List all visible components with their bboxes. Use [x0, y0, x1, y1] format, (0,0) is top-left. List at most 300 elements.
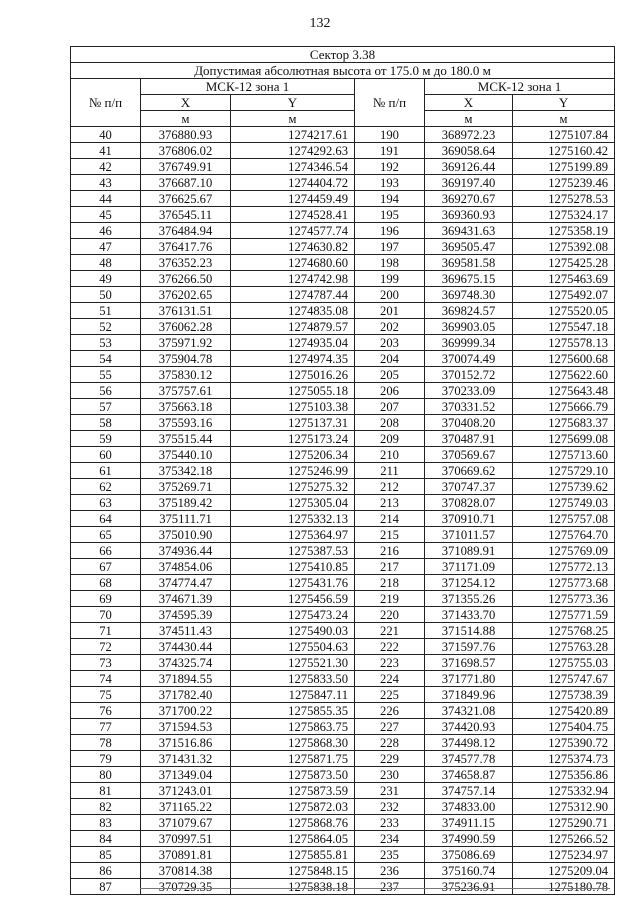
left-y-cell: 1274292.63 — [231, 143, 355, 159]
left-y-cell: 1275431.76 — [231, 575, 355, 591]
left-x-cell: 371782.40 — [141, 687, 231, 703]
right-x-cell: 371011.57 — [425, 527, 513, 543]
right-y-cell: 1275578.13 — [513, 335, 615, 351]
table-row — [71, 815, 615, 831]
right-y-cell: 1275180.78 — [513, 879, 615, 895]
right-x-cell: 375160.74 — [425, 863, 513, 879]
left-x-cell: 375757.61 — [141, 383, 231, 399]
right-num-cell: 223 — [355, 655, 425, 671]
right-y-cell: 1275324.17 — [513, 207, 615, 223]
right-num-cell: 211 — [355, 463, 425, 479]
left-x-cell: 371894.55 — [141, 671, 231, 687]
left-x-cell: 370997.51 — [141, 831, 231, 847]
right-y-cell: 1275160.42 — [513, 143, 615, 159]
left-num-cell: 69 — [71, 591, 141, 607]
left-num-cell: 79 — [71, 751, 141, 767]
left-y-cell: 1275873.59 — [231, 783, 355, 799]
left-x-cell: 376806.02 — [141, 143, 231, 159]
right-num-cell: 207 — [355, 399, 425, 415]
left-y-cell: 1274935.04 — [231, 335, 355, 351]
unit-y-left: м — [231, 111, 355, 127]
right-num-cell: 234 — [355, 831, 425, 847]
right-num-cell: 194 — [355, 191, 425, 207]
right-y-cell: 1275738.39 — [513, 687, 615, 703]
right-num-cell: 204 — [355, 351, 425, 367]
left-num-cell: 72 — [71, 639, 141, 655]
left-x-cell: 374854.06 — [141, 559, 231, 575]
right-num-cell: 197 — [355, 239, 425, 255]
right-x-cell: 369197.40 — [425, 175, 513, 191]
left-y-cell: 1274577.74 — [231, 223, 355, 239]
left-num-cell: 82 — [71, 799, 141, 815]
right-y-cell: 1275290.71 — [513, 815, 615, 831]
left-num-cell: 51 — [71, 303, 141, 319]
left-num-cell: 75 — [71, 687, 141, 703]
right-y-cell: 1275772.13 — [513, 559, 615, 575]
right-num-cell: 232 — [355, 799, 425, 815]
right-y-cell: 1275768.25 — [513, 623, 615, 639]
unit-x-left: м — [141, 111, 231, 127]
left-x-cell: 375269.71 — [141, 479, 231, 495]
table-row — [71, 671, 615, 687]
left-num-cell: 85 — [71, 847, 141, 863]
left-num-cell: 41 — [71, 143, 141, 159]
table-row — [71, 799, 615, 815]
right-y-cell: 1275492.07 — [513, 287, 615, 303]
table-row — [71, 319, 615, 335]
right-num-cell: 191 — [355, 143, 425, 159]
left-x-cell: 376417.76 — [141, 239, 231, 255]
table-row — [71, 831, 615, 847]
right-num-cell: 215 — [355, 527, 425, 543]
left-x-cell: 375342.18 — [141, 463, 231, 479]
right-x-cell: 369675.15 — [425, 271, 513, 287]
left-y-cell: 1275855.35 — [231, 703, 355, 719]
table-row — [71, 623, 615, 639]
left-num-cell: 47 — [71, 239, 141, 255]
left-num-cell: 73 — [71, 655, 141, 671]
left-x-cell: 376625.67 — [141, 191, 231, 207]
right-y-cell: 1275683.37 — [513, 415, 615, 431]
right-y-cell: 1275358.19 — [513, 223, 615, 239]
left-num-cell: 83 — [71, 815, 141, 831]
table-row — [71, 191, 615, 207]
left-y-cell: 1275848.15 — [231, 863, 355, 879]
left-y-cell: 1275873.50 — [231, 767, 355, 783]
right-y-cell: 1275749.03 — [513, 495, 615, 511]
right-y-cell: 1275769.09 — [513, 543, 615, 559]
right-num-cell: 196 — [355, 223, 425, 239]
left-x-cell: 375189.42 — [141, 495, 231, 511]
left-y-cell: 1274528.41 — [231, 207, 355, 223]
header-system-right: МСК-12 зона 1 — [425, 79, 615, 95]
left-x-cell: 371700.22 — [141, 703, 231, 719]
left-num-cell: 63 — [71, 495, 141, 511]
left-x-cell: 376202.65 — [141, 287, 231, 303]
table-row — [71, 543, 615, 559]
right-num-cell: 220 — [355, 607, 425, 623]
right-y-cell: 1275266.52 — [513, 831, 615, 847]
right-x-cell: 371089.91 — [425, 543, 513, 559]
right-x-cell: 375236.91 — [425, 879, 513, 895]
right-x-cell: 370828.07 — [425, 495, 513, 511]
right-y-cell: 1275666.79 — [513, 399, 615, 415]
left-num-cell: 52 — [71, 319, 141, 335]
table-row — [71, 879, 615, 895]
right-x-cell: 370408.20 — [425, 415, 513, 431]
left-y-cell: 1275173.24 — [231, 431, 355, 447]
left-x-cell: 374595.39 — [141, 607, 231, 623]
right-x-cell: 370152.72 — [425, 367, 513, 383]
header-x-left: X — [141, 95, 231, 111]
left-y-cell: 1275868.30 — [231, 735, 355, 751]
left-y-cell: 1274742.98 — [231, 271, 355, 287]
left-x-cell: 375663.18 — [141, 399, 231, 415]
right-y-cell: 1275547.18 — [513, 319, 615, 335]
right-x-cell: 374498.12 — [425, 735, 513, 751]
right-y-cell: 1275757.08 — [513, 511, 615, 527]
table-row — [71, 527, 615, 543]
left-y-cell: 1275364.97 — [231, 527, 355, 543]
left-num-cell: 62 — [71, 479, 141, 495]
unit-x-right: м — [425, 111, 513, 127]
left-y-cell: 1274459.49 — [231, 191, 355, 207]
left-y-cell: 1275103.38 — [231, 399, 355, 415]
right-y-cell: 1275622.60 — [513, 367, 615, 383]
left-num-cell: 42 — [71, 159, 141, 175]
header-num-left: № п/п — [71, 79, 141, 127]
left-x-cell: 374671.39 — [141, 591, 231, 607]
left-y-cell: 1275847.11 — [231, 687, 355, 703]
left-num-cell: 64 — [71, 511, 141, 527]
right-y-cell: 1275699.08 — [513, 431, 615, 447]
table-row — [71, 239, 615, 255]
left-num-cell: 46 — [71, 223, 141, 239]
left-x-cell: 371243.01 — [141, 783, 231, 799]
right-num-cell: 230 — [355, 767, 425, 783]
right-num-cell: 198 — [355, 255, 425, 271]
right-num-cell: 233 — [355, 815, 425, 831]
right-y-cell: 1275392.08 — [513, 239, 615, 255]
right-num-cell: 236 — [355, 863, 425, 879]
left-y-cell: 1275864.05 — [231, 831, 355, 847]
right-y-cell: 1275713.60 — [513, 447, 615, 463]
left-num-cell: 87 — [71, 879, 141, 895]
left-y-cell: 1274835.08 — [231, 303, 355, 319]
table-row — [71, 175, 615, 191]
left-x-cell: 376545.11 — [141, 207, 231, 223]
table-row — [71, 655, 615, 671]
right-num-cell: 193 — [355, 175, 425, 191]
left-num-cell: 44 — [71, 191, 141, 207]
right-y-cell: 1275739.62 — [513, 479, 615, 495]
header-y-left: Y — [231, 95, 355, 111]
right-num-cell: 209 — [355, 431, 425, 447]
left-num-cell: 60 — [71, 447, 141, 463]
left-num-cell: 81 — [71, 783, 141, 799]
right-y-cell: 1275199.89 — [513, 159, 615, 175]
right-x-cell: 370569.67 — [425, 447, 513, 463]
sector-title: Сектор 3.38 — [71, 47, 615, 63]
right-num-cell: 221 — [355, 623, 425, 639]
left-x-cell: 371349.04 — [141, 767, 231, 783]
table-row — [71, 847, 615, 863]
table-row — [71, 559, 615, 575]
left-y-cell: 1275016.26 — [231, 367, 355, 383]
right-num-cell: 216 — [355, 543, 425, 559]
right-x-cell: 370669.62 — [425, 463, 513, 479]
right-y-cell: 1275520.05 — [513, 303, 615, 319]
right-num-cell: 201 — [355, 303, 425, 319]
left-y-cell: 1274346.54 — [231, 159, 355, 175]
header-x-right: X — [425, 95, 513, 111]
right-y-cell: 1275755.03 — [513, 655, 615, 671]
left-num-cell: 84 — [71, 831, 141, 847]
page-number: 132 — [309, 16, 331, 31]
left-num-cell: 61 — [71, 463, 141, 479]
right-x-cell: 369431.63 — [425, 223, 513, 239]
left-x-cell: 375010.90 — [141, 527, 231, 543]
right-x-cell: 374833.00 — [425, 799, 513, 815]
right-x-cell: 370233.09 — [425, 383, 513, 399]
right-num-cell: 237 — [355, 879, 425, 895]
right-num-cell: 212 — [355, 479, 425, 495]
right-y-cell: 1275107.84 — [513, 127, 615, 143]
right-num-cell: 235 — [355, 847, 425, 863]
left-num-cell: 57 — [71, 399, 141, 415]
left-num-cell: 77 — [71, 719, 141, 735]
left-x-cell: 370814.38 — [141, 863, 231, 879]
right-num-cell: 228 — [355, 735, 425, 751]
left-y-cell: 1275838.18 — [231, 879, 355, 895]
left-y-cell: 1275872.03 — [231, 799, 355, 815]
height-range: Допустимая абсолютная высота от 175.0 м до 180.0 м — [71, 63, 615, 79]
right-num-cell: 222 — [355, 639, 425, 655]
table-row — [71, 863, 615, 879]
right-num-cell: 231 — [355, 783, 425, 799]
left-y-cell: 1274630.82 — [231, 239, 355, 255]
left-y-cell: 1274974.35 — [231, 351, 355, 367]
right-num-cell: 226 — [355, 703, 425, 719]
table-row — [71, 511, 615, 527]
table-row — [71, 431, 615, 447]
table-row — [71, 591, 615, 607]
left-y-cell: 1275055.18 — [231, 383, 355, 399]
right-x-cell: 371849.96 — [425, 687, 513, 703]
right-y-cell: 1275600.68 — [513, 351, 615, 367]
right-x-cell: 369505.47 — [425, 239, 513, 255]
right-num-cell: 225 — [355, 687, 425, 703]
right-x-cell: 374911.15 — [425, 815, 513, 831]
left-num-cell: 54 — [71, 351, 141, 367]
right-num-cell: 192 — [355, 159, 425, 175]
table-row — [71, 287, 615, 303]
left-y-cell: 1275863.75 — [231, 719, 355, 735]
header-system-left: МСК-12 зона 1 — [141, 79, 355, 95]
right-x-cell: 374658.87 — [425, 767, 513, 783]
right-num-cell: 199 — [355, 271, 425, 287]
table-row — [71, 143, 615, 159]
right-y-cell: 1275404.75 — [513, 719, 615, 735]
left-x-cell: 376484.94 — [141, 223, 231, 239]
table-row — [71, 399, 615, 415]
left-y-cell: 1275490.03 — [231, 623, 355, 639]
left-x-cell: 375440.10 — [141, 447, 231, 463]
right-x-cell: 369903.05 — [425, 319, 513, 335]
table-row — [71, 639, 615, 655]
right-num-cell: 229 — [355, 751, 425, 767]
right-x-cell: 371698.57 — [425, 655, 513, 671]
table-row — [71, 751, 615, 767]
left-num-cell: 80 — [71, 767, 141, 783]
right-x-cell: 369999.34 — [425, 335, 513, 351]
left-x-cell: 376062.28 — [141, 319, 231, 335]
left-x-cell: 374325.74 — [141, 655, 231, 671]
right-num-cell: 214 — [355, 511, 425, 527]
unit-y-right: м — [513, 111, 615, 127]
right-num-cell: 203 — [355, 335, 425, 351]
left-y-cell: 1275332.13 — [231, 511, 355, 527]
right-x-cell: 371433.70 — [425, 607, 513, 623]
right-num-cell: 190 — [355, 127, 425, 143]
left-y-cell: 1275473.24 — [231, 607, 355, 623]
right-x-cell: 371771.80 — [425, 671, 513, 687]
table-row — [71, 479, 615, 495]
table-body — [71, 127, 615, 895]
left-x-cell: 370891.81 — [141, 847, 231, 863]
right-y-cell: 1275729.10 — [513, 463, 615, 479]
left-x-cell: 374774.47 — [141, 575, 231, 591]
right-x-cell: 371254.12 — [425, 575, 513, 591]
left-y-cell: 1275305.04 — [231, 495, 355, 511]
left-x-cell: 376880.93 — [141, 127, 231, 143]
header-num-right: № п/п — [355, 79, 425, 127]
right-num-cell: 219 — [355, 591, 425, 607]
right-num-cell: 208 — [355, 415, 425, 431]
table-row — [71, 335, 615, 351]
right-y-cell: 1275209.04 — [513, 863, 615, 879]
right-y-cell: 1275463.69 — [513, 271, 615, 287]
table-row — [71, 735, 615, 751]
right-y-cell: 1275239.46 — [513, 175, 615, 191]
left-x-cell: 375830.12 — [141, 367, 231, 383]
table-row — [71, 207, 615, 223]
table-row — [71, 783, 615, 799]
table-row — [71, 447, 615, 463]
left-x-cell: 371516.86 — [141, 735, 231, 751]
left-x-cell: 375111.71 — [141, 511, 231, 527]
right-num-cell: 200 — [355, 287, 425, 303]
left-y-cell: 1275868.76 — [231, 815, 355, 831]
coordinates-table — [70, 46, 615, 895]
left-x-cell: 370729.35 — [141, 879, 231, 895]
left-y-cell: 1275871.75 — [231, 751, 355, 767]
left-x-cell: 376687.10 — [141, 175, 231, 191]
left-num-cell: 68 — [71, 575, 141, 591]
table-row — [71, 351, 615, 367]
left-num-cell: 53 — [71, 335, 141, 351]
right-y-cell: 1275374.73 — [513, 751, 615, 767]
right-x-cell: 374420.93 — [425, 719, 513, 735]
right-x-cell: 374990.59 — [425, 831, 513, 847]
right-y-cell: 1275425.28 — [513, 255, 615, 271]
table-row — [71, 703, 615, 719]
right-x-cell: 375086.69 — [425, 847, 513, 863]
right-num-cell: 227 — [355, 719, 425, 735]
left-y-cell: 1274404.72 — [231, 175, 355, 191]
right-y-cell: 1275643.48 — [513, 383, 615, 399]
left-x-cell: 376352.23 — [141, 255, 231, 271]
left-y-cell: 1275855.81 — [231, 847, 355, 863]
table-row — [71, 607, 615, 623]
left-num-cell: 50 — [71, 287, 141, 303]
right-y-cell: 1275390.72 — [513, 735, 615, 751]
left-y-cell: 1275504.63 — [231, 639, 355, 655]
left-y-cell: 1274680.60 — [231, 255, 355, 271]
left-x-cell: 375904.78 — [141, 351, 231, 367]
left-num-cell: 58 — [71, 415, 141, 431]
right-x-cell: 369126.44 — [425, 159, 513, 175]
table-row — [71, 463, 615, 479]
right-num-cell: 210 — [355, 447, 425, 463]
left-num-cell: 43 — [71, 175, 141, 191]
right-y-cell: 1275771.59 — [513, 607, 615, 623]
left-num-cell: 45 — [71, 207, 141, 223]
left-x-cell: 374430.44 — [141, 639, 231, 655]
right-x-cell: 374757.14 — [425, 783, 513, 799]
table-row — [71, 159, 615, 175]
right-x-cell: 369581.58 — [425, 255, 513, 271]
left-y-cell: 1275521.30 — [231, 655, 355, 671]
left-x-cell: 376749.91 — [141, 159, 231, 175]
left-y-cell: 1275387.53 — [231, 543, 355, 559]
left-x-cell: 375593.16 — [141, 415, 231, 431]
right-x-cell: 374321.08 — [425, 703, 513, 719]
right-y-cell: 1275747.67 — [513, 671, 615, 687]
left-num-cell: 86 — [71, 863, 141, 879]
left-num-cell: 71 — [71, 623, 141, 639]
right-num-cell: 206 — [355, 383, 425, 399]
right-y-cell: 1275420.89 — [513, 703, 615, 719]
right-y-cell: 1275773.36 — [513, 591, 615, 607]
left-y-cell: 1275206.34 — [231, 447, 355, 463]
left-y-cell: 1275456.59 — [231, 591, 355, 607]
left-num-cell: 56 — [71, 383, 141, 399]
left-x-cell: 374511.43 — [141, 623, 231, 639]
right-x-cell: 370910.71 — [425, 511, 513, 527]
right-x-cell: 369824.57 — [425, 303, 513, 319]
right-num-cell: 205 — [355, 367, 425, 383]
right-x-cell: 369058.64 — [425, 143, 513, 159]
right-num-cell: 213 — [355, 495, 425, 511]
left-num-cell: 76 — [71, 703, 141, 719]
right-x-cell: 370487.91 — [425, 431, 513, 447]
right-y-cell: 1275312.90 — [513, 799, 615, 815]
right-y-cell: 1275332.94 — [513, 783, 615, 799]
right-y-cell: 1275278.53 — [513, 191, 615, 207]
left-num-cell: 66 — [71, 543, 141, 559]
right-y-cell: 1275773.68 — [513, 575, 615, 591]
left-x-cell: 371594.53 — [141, 719, 231, 735]
right-x-cell: 370747.37 — [425, 479, 513, 495]
right-x-cell: 370331.52 — [425, 399, 513, 415]
right-x-cell: 368972.23 — [425, 127, 513, 143]
right-y-cell: 1275234.97 — [513, 847, 615, 863]
left-x-cell: 371431.32 — [141, 751, 231, 767]
left-x-cell: 376266.50 — [141, 271, 231, 287]
right-num-cell: 202 — [355, 319, 425, 335]
table-row — [71, 271, 615, 287]
